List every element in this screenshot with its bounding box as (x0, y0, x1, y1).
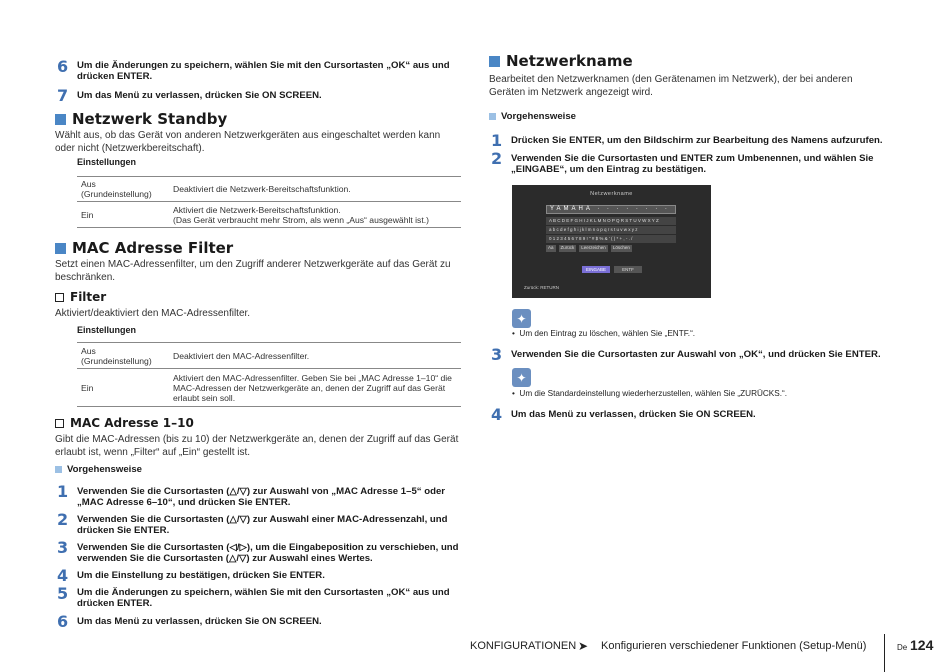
filter-description: Aktiviert/deaktiviert den MAC-Adressenfilter. (55, 308, 251, 319)
step-text: Verwenden Sie die Cursortasten (◁/▷), um die Eingabeposition zu verschieben, und verwenden Sie die Cursortasten (△/▽) zur Auswahl eines Wertes. (77, 542, 459, 564)
table-cell: Aus (Grundeinstellung) (77, 177, 169, 202)
section-heading-mac: MAC Adresse Filter (55, 239, 233, 257)
footer-lang: De (897, 643, 908, 652)
footer-divider (884, 634, 885, 672)
step-number: 3 (57, 538, 69, 557)
settings-label: Einstellungen (77, 325, 137, 335)
return-hint: Zurück: RETURN (524, 285, 560, 290)
tip-text: • Um den Eintrag zu löschen, wählen Sie „ENTF.“. (512, 329, 696, 338)
section-heading-netzwerkname: Netzwerkname (489, 52, 633, 70)
name-input-field[interactable]: YAMAHA · · · · · · · · (546, 205, 676, 214)
checkbox-icon (55, 293, 64, 302)
settings-table-mac (77, 342, 461, 407)
small-square-icon (489, 113, 496, 120)
table-cell: Ein (77, 369, 169, 407)
lightbulb-tip-icon: ✦ (512, 368, 531, 387)
key-back[interactable]: Zurück (560, 245, 575, 250)
procedure-label: Vorgehensweise (55, 464, 142, 475)
step-text: Um das Menü zu verlassen, drücken Sie ON SCREEN. (77, 90, 322, 101)
step-number: 4 (491, 405, 503, 424)
section-heading-standby: Netzwerk Standby (55, 110, 227, 128)
step-text: Verwenden Sie die Cursortasten (△/▽) zur Auswahl einer MAC-Adressenzahl, und drücken Sie ENTER. (77, 514, 448, 536)
step-number: 1 (57, 482, 69, 501)
settings-label: Einstellungen (77, 157, 137, 167)
step-text: Um die Einstellung zu bestätigen, drücken Sie ENTER. (77, 570, 325, 581)
heading-square-icon (55, 114, 66, 125)
step-text: Um das Menü zu verlassen, drücken Sie ON SCREEN. (77, 616, 322, 627)
step-number: 3 (491, 345, 503, 364)
section-description: Setzt einen MAC-Adressenfilter, um den Zugriff anderer Netzwerkgeräte auf das Gerät zu beschränken. (55, 259, 451, 283)
key-delete[interactable]: Löschen (612, 245, 630, 250)
section-description: Wählt aus, ob das Gerät von anderen Netzwerkgeräten aus eingeschaltet werden kann oder nicht (Netzwerkbereitschaft). (55, 130, 441, 154)
checkbox-icon (55, 419, 64, 428)
lightbulb-tip-icon: ✦ (512, 309, 531, 328)
eingabe-button[interactable]: EINGABE (582, 266, 610, 273)
table-cell: Aktiviert die Netzwerk-Bereitschaftsfunktion. (Das Gerät verbraucht mehr Strom, als wenn „Aus“ ausgewählt ist.) (169, 202, 461, 228)
step-text: Verwenden Sie die Cursortasten zur Auswahl von „OK“, und drücken Sie ENTER. (511, 349, 881, 360)
heading-square-icon (55, 243, 66, 254)
table-cell: Deaktiviert die Netzwerk-Bereitschaftsfunktion. (169, 177, 461, 202)
step-number: 5 (57, 584, 69, 603)
step-text: Verwenden Sie die Cursortasten und ENTER zum Umbenennen, und wählen Sie „EINGABE“, um den Eintrag zu bestätigen. (511, 153, 874, 175)
step-text: Um die Änderungen zu speichern, wählen Sie mit den Cursortasten „OK“ aus und drücken ENTER. (77, 60, 450, 82)
step-text: Verwenden Sie die Cursortasten (△/▽) zur Auswahl von „MAC Adresse 1–5“ oder „MAC Adresse 6–10“, und drücken Sie ENTER. (77, 486, 446, 508)
entf-button[interactable]: ENTF (614, 266, 642, 273)
step-number: 6 (57, 612, 69, 631)
table-cell: Deaktiviert den MAC-Adressenfilter. (169, 343, 461, 369)
heading-square-icon (489, 56, 500, 67)
step-number: 2 (491, 149, 503, 168)
key-row (546, 245, 676, 252)
table-cell: Aus (Grundeinstellung) (77, 343, 169, 369)
section-description: Bearbeitet den Netzwerknamen (den Gerätenamen im Netzwerk), der bei anderen Geräten im Netzwerk angezeigt wird. (489, 74, 853, 98)
step-number: 2 (57, 510, 69, 529)
subheading-mac-address: MAC Adresse 1–10 (55, 416, 194, 430)
char-row-upper[interactable]: A B C D E F G H I J K L M N O P Q R S T U V W X Y Z (546, 217, 676, 225)
tip-text: • Um die Standardeinstellung wiederherzustellen, wählen Sie „ZURÜCKS.“. (512, 389, 788, 398)
key-space[interactable]: Leerzeichen (581, 245, 606, 250)
char-row-lower[interactable]: a b c d e f g h i j k l m n o p q r s t u v w x y z (546, 226, 676, 234)
table-cell: Aktiviert den MAC-Adressenfilter. Geben Sie bei „MAC Adresse 1–10“ die MAC-Adressen der Netzwerkgeräte an, denen der Zugriff auf das Gerät erlaubt sein soll. (169, 369, 461, 407)
screen-title: Netzwerkname (590, 191, 633, 197)
step-number: 1 (491, 131, 503, 150)
step-number: 4 (57, 566, 69, 585)
small-square-icon (55, 466, 62, 473)
char-row-symbols[interactable]: 0 1 2 3 4 5 6 7 8 9 ! " # $ % & ' ( ) * + , - . / (546, 235, 676, 243)
step-text: Um das Menü zu verlassen, drücken Sie ON SCREEN. (511, 409, 756, 420)
table-cell: Ein (77, 202, 169, 228)
key-aa[interactable]: Aa (548, 245, 554, 250)
subheading-filter: Filter (55, 290, 106, 304)
step-number: 6 (57, 57, 69, 76)
step-number: 7 (57, 86, 69, 105)
footer-section[interactable]: KONFIGURATIONEN (470, 640, 577, 652)
step-text: Drücken Sie ENTER, um den Bildschirm zur Bearbeitung des Namens aufzurufen. (511, 135, 883, 146)
mac-address-description: Gibt die MAC-Adressen (bis zu 10) der Netzwerkgeräte an, denen der Zugriff auf das Gerät erlaubt ist, wenn „Filter“ auf „Ein“ gestellt ist. (55, 434, 459, 458)
step-text: Um die Änderungen zu speichern, wählen Sie mit den Cursortasten „OK“ aus und drücken ENTER. (77, 587, 450, 609)
procedure-label: Vorgehensweise (489, 111, 576, 122)
page-number: 124 (910, 637, 934, 653)
settings-table-standby (77, 176, 461, 228)
network-name-screen (512, 185, 711, 298)
footer-subsection[interactable]: Konfigurieren verschiedener Funktionen (Setup-Menü) (601, 640, 867, 652)
footer-arrow-icon: ➤ (578, 639, 589, 653)
